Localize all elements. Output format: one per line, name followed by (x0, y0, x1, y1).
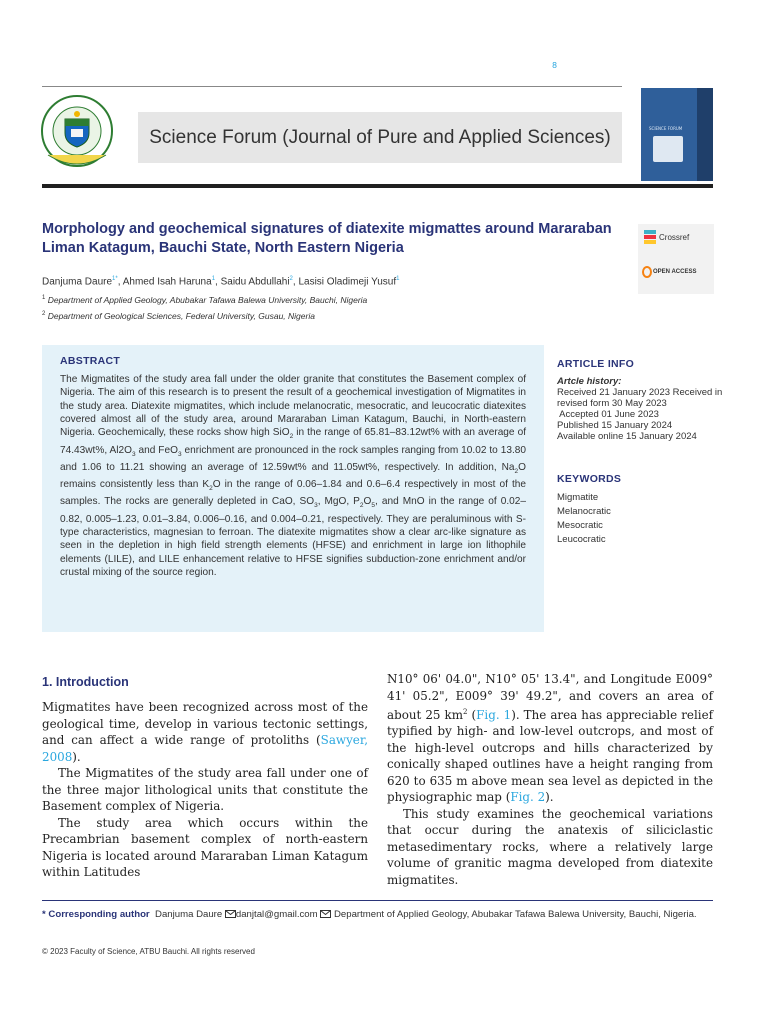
affiliation-text: Department of Geological Sciences, Federal University, Gusau, Nigeria (47, 311, 315, 321)
corresponding-author (42, 908, 722, 922)
keyword-item: Mesocratic (557, 520, 603, 531)
abstract-box (42, 345, 544, 632)
badges-panel (638, 224, 714, 294)
crossref-icon (644, 230, 656, 244)
cover-label: SCIENCE FORUM (649, 126, 683, 131)
article-history-label: Artcle history: (557, 376, 622, 387)
article-info (557, 358, 737, 442)
cover-image (653, 136, 683, 162)
author-sup: 1 (396, 276, 400, 282)
author-sup: 2 (289, 276, 293, 282)
page-number: 8 (552, 61, 558, 70)
keyword-item: Migmatite (557, 492, 599, 503)
corresponding-email[interactable]: danjtal@gmail.com (235, 909, 318, 920)
keywords-heading: KEYWORDS (557, 473, 622, 485)
author-name[interactable]: Lasisi Oladimeji Yusuf (298, 276, 397, 288)
open-access-lock-icon (642, 266, 652, 278)
affiliation-2 (42, 311, 315, 321)
history-line: Accepted 01 June 2023 (557, 409, 659, 420)
email-icon (225, 910, 236, 918)
footer-rule (42, 900, 713, 901)
crossref-label: Crossref (659, 232, 690, 242)
author-sup: 1* (112, 276, 118, 282)
intro-paragraph: N10° 06' 04.0", N10° 05' 13.4", and Longitude E009° 41' 05.2", E009° 39' 49.2", and covers an area of about 25 $km^2$ (Fig. 1). The area has appreciable relief typified by high- and low-level outcrops, and most of the high-level outcrops and hills characterized by conically shaped outlines have a height ranging from 620 to 635 m above mean sea level as depicted in the physiographic map (Fig. 2). (387, 672, 714, 805)
author-name[interactable]: Ahmed Isah Haruna (122, 276, 212, 288)
left-column (42, 699, 368, 881)
article-info-heading: ARTICLE INFO (557, 358, 635, 370)
affiliation-1 (42, 295, 367, 305)
corresponding-address: Department of Applied Geology, Abubakar Tafawa Balewa University, Bauchi, Nigeria. (333, 909, 697, 920)
header-rule (42, 86, 622, 87)
cover-spine (697, 88, 713, 181)
figure-link[interactable]: Fig. 1 (476, 707, 512, 722)
author-name[interactable]: Danjuma Daure (42, 276, 113, 288)
open-access-label: OPEN ACCESS (653, 269, 697, 275)
affiliation-text: Department of Applied Geology, Abubakar Tafawa Balewa University, Bauchi, Nigeria (47, 295, 368, 305)
keyword-item: Melanocratic (557, 506, 611, 517)
author-sup: 1 (211, 276, 216, 282)
figure-link[interactable]: Fig. 2 (510, 790, 546, 805)
journal-cover-thumbnail (641, 88, 713, 181)
introduction-heading: 1. Introduction (42, 675, 129, 689)
intro-paragraph: Migmatites have been recognized across most of the geological time, develop in various tectonic settings, and can affect a wide range of protoliths (Sawyer, 2008). (42, 700, 368, 764)
history-line: Published 15 January 2024 (557, 420, 673, 431)
crossref-badge[interactable] (644, 230, 689, 244)
intro-paragraph: This study examines the geochemical variations that occur during the anatexis of siliciclastic metasedimentary rocks, where a relatively large volume of granitic magma developed from diatexite migmatites. (387, 806, 713, 887)
abstract-text: The Migmatites of the study area fall under the older granite that constitutes the Basement complex of Nigeria. The aim of this research is to present the result of a geochemical investigation of Migmatites in the study area. Diatexite migmatites, which include melanocratic, mesocratic, and leucocratic diatexites covered almost all of the study area, around Mararaban Liman Katagum, Bauchi, in North-eastern Nigeria. Geochemically, these rocks show high SiO$_2$ in the range of 65.81–83.12wt% with an average of 74.43wt%, $Al2O_3$ and FeO$_3$ enrichment are pronounced in the rock samples ranging from 10.02 to 13.80 and 1.06 to 11.21 showing an average of 12.59wt% and 11.05wt%, respectively. In addition, $Na_2O$ remains consistently less than $K_2O$ in the range of 0.06–1.84 and 0.6–6.4 respectively in most of the samples. The rocks are generally depleted in CaO, $SO_3$, MgO, $P_2O_5$, and MnO in the range of 0.02–0.82, 0.005–1.23, 0.01–3.84, 0.006–0.16, and 0.004–0.21, respectively. They are peraluminous with S-type characteristics, magnesian to ferroan. The diatexite migmatites show a clear arc-like signature as seen in the depletion in high field strength elements (HFSE) and enrichment in large ion lithophile elements (LILE), and LILE enhancement relative to HFSE signifies subduction-zone enrichment and/or crustal mixing of the source region. (60, 374, 526, 578)
university-logo (40, 93, 114, 179)
intro-paragraph: The study area which occurs within the Precambrian basement complex of north-eastern Nigeria is located around Mararaban Liman Katagum within Latitudes (42, 815, 368, 879)
keyword-item: Leucocratic (557, 534, 606, 545)
right-column (387, 671, 713, 888)
envelope-icon (320, 910, 331, 918)
journal-title: Science Forum (Journal of Pure and Applied Sciences) (149, 126, 611, 148)
keywords (557, 473, 737, 547)
affiliation-sup: 2 (42, 311, 46, 318)
abstract-heading: ABSTRACT (60, 355, 121, 367)
intro-paragraph: The Migmatites of the study area fall under one of the three major lithological units that constitute the Basement complex of Nigeria. (42, 766, 368, 813)
affiliation-sup: 1 (42, 295, 46, 302)
author-list: Danjuma Daure$^{1*}$, Ahmed Isah Haruna$^1$, Saidu Abdullahi$^2$, Lasisi Oladimeji Yusuf$^1$ (42, 276, 400, 288)
history-line: Received 21 January 2023 Received in (557, 387, 723, 398)
author-name[interactable]: Saidu Abdullahi (220, 276, 290, 288)
copyright: © 2023 Faculty of Science, ATBU Bauchi. All rights reserved (42, 947, 255, 956)
article-title: Morphology and geochemical signatures of diatexite migmattes around Mararaban Liman Katagum, Bauchi State, North Eastern Nigeria (42, 221, 612, 256)
citation-link[interactable]: Sawyer, 2008 (42, 733, 368, 764)
corresponding-name: Danjuma Daure (155, 909, 223, 920)
history-line: revised form 30 May 2023 (557, 398, 667, 409)
open-access-badge[interactable] (642, 266, 696, 278)
journal-title-banner (138, 112, 622, 163)
corresponding-label: * Corresponding author (42, 909, 150, 920)
header-divider (42, 184, 713, 188)
history-line: Available online 15 January 2024 (557, 431, 697, 442)
